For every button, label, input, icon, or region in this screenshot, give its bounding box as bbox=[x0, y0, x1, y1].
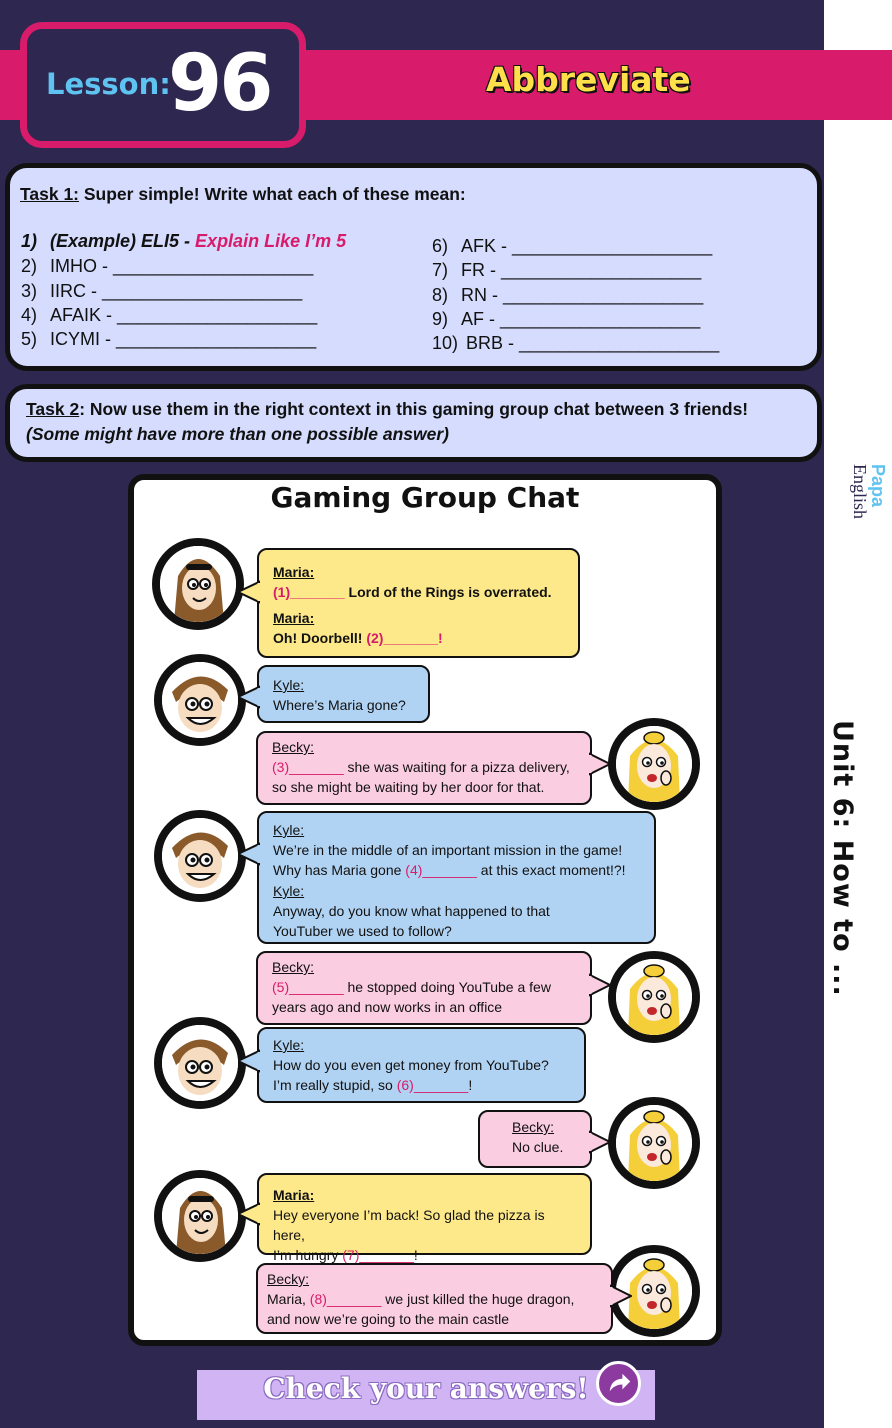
item-number: 4) bbox=[21, 305, 38, 325]
task2-heading bbox=[26, 399, 748, 420]
lesson-title: Abbreviate bbox=[486, 60, 691, 99]
answer-blank[interactable]: (7)_______ bbox=[342, 1247, 414, 1263]
message-text: Maria, bbox=[267, 1291, 310, 1307]
brand-logo bbox=[828, 462, 888, 546]
bubble-tail bbox=[238, 580, 260, 604]
task1-label: Task 1: bbox=[20, 184, 80, 204]
item-number: 5) bbox=[21, 329, 38, 349]
message-text: ! bbox=[437, 630, 443, 646]
task2-box bbox=[5, 384, 822, 462]
answer-blank[interactable]: (2)_______ bbox=[366, 630, 438, 646]
chat-bubble-maria bbox=[257, 1173, 592, 1263]
speaker-name: Maria: bbox=[273, 564, 315, 580]
speaker-name: Kyle: bbox=[273, 822, 305, 838]
task2-label: Task 2 bbox=[26, 399, 80, 419]
task1-item bbox=[21, 329, 316, 350]
message-text: I’m hungry bbox=[273, 1247, 343, 1263]
message-text: and now we’re going to the main castle bbox=[267, 1311, 510, 1327]
task1-item bbox=[432, 285, 703, 306]
chat-bubble-kyle bbox=[257, 1027, 586, 1103]
share-arrow-icon[interactable] bbox=[596, 1361, 641, 1406]
item-text: AF - ____________________ bbox=[461, 309, 701, 329]
maria-avatar bbox=[154, 1170, 246, 1262]
message-text: Oh! Doorbell! bbox=[273, 630, 367, 646]
task1-example-answer: Explain Like I’m 5 bbox=[195, 231, 347, 251]
message-text: Anyway, do you know what happened to that bbox=[273, 903, 550, 919]
task1-instruction: Super simple! Write what each of these mean: bbox=[79, 184, 466, 204]
message-text: Why has Maria gone bbox=[273, 862, 406, 878]
message-text: she was waiting for a pizza delivery, bbox=[343, 759, 570, 775]
item-text: IIRC - ____________________ bbox=[50, 281, 303, 301]
message-text: We’re in the middle of an important mission in the game! bbox=[273, 842, 623, 858]
becky-avatar bbox=[608, 1097, 700, 1189]
message-text: Where’s Maria gone? bbox=[273, 697, 406, 713]
task1-item bbox=[432, 309, 700, 330]
item-number: 9) bbox=[432, 309, 449, 329]
speaker-name: Becky: bbox=[272, 959, 315, 975]
chat-bubble-becky bbox=[256, 1263, 613, 1334]
speaker-name: Kyle: bbox=[273, 677, 305, 693]
chat-bubble-kyle bbox=[257, 811, 656, 944]
message-text: he stopped doing YouTube a few bbox=[343, 979, 551, 995]
task2-instruction: : Now use them in the right context in this gaming group chat between 3 friends! bbox=[79, 399, 749, 419]
bubble-tail bbox=[589, 752, 611, 776]
answer-blank[interactable]: (1)_______ bbox=[273, 584, 345, 600]
becky-avatar bbox=[608, 718, 700, 810]
item-text: IMHO - ____________________ bbox=[50, 256, 314, 276]
message-text: so she might be waiting by her door for that. bbox=[272, 779, 545, 795]
message-text: we just killed the huge dragon, bbox=[381, 1291, 575, 1307]
message-text: Hey everyone I’m back! So glad the pizza is here, bbox=[273, 1207, 545, 1243]
lesson-label: Lesson: bbox=[46, 67, 171, 101]
task1-example bbox=[21, 231, 346, 252]
bubble-tail bbox=[589, 973, 611, 997]
bubble-tail bbox=[238, 1049, 260, 1073]
bubble-tail bbox=[610, 1284, 632, 1308]
item-number: 3) bbox=[21, 281, 38, 301]
item-number: 2) bbox=[21, 256, 38, 276]
chat-bubble-maria bbox=[257, 548, 580, 658]
message-text: YouTuber we used to follow? bbox=[273, 923, 452, 939]
speaker-name: Maria: bbox=[273, 610, 315, 626]
item-text: ICYMI - ____________________ bbox=[50, 329, 317, 349]
task1-example-text: (Example) ELI5 - bbox=[50, 231, 196, 251]
svg-text:Papa: Papa bbox=[868, 464, 888, 508]
speaker-name: Becky: bbox=[267, 1271, 310, 1287]
answer-blank[interactable]: (4)_______ bbox=[405, 862, 477, 878]
task2-note: (Some might have more than one possible answer) bbox=[26, 424, 450, 444]
item-text: AFAIK - ____________________ bbox=[50, 305, 318, 325]
svg-text:English: English bbox=[850, 464, 870, 520]
kyle-avatar bbox=[154, 810, 246, 902]
answer-blank[interactable]: (8)_______ bbox=[309, 1291, 382, 1307]
speaker-name: Kyle: bbox=[273, 1037, 305, 1053]
task1-example-number: 1) bbox=[21, 231, 38, 251]
bubble-tail bbox=[589, 1130, 611, 1154]
chat-bubble-becky bbox=[256, 731, 592, 805]
item-number: 6) bbox=[432, 236, 449, 256]
message-text: at this exact moment!?! bbox=[476, 862, 626, 878]
item-number: 10) bbox=[432, 333, 459, 353]
task1-item bbox=[21, 305, 317, 326]
item-text: AFK - ____________________ bbox=[461, 236, 713, 256]
kyle-avatar bbox=[154, 654, 246, 746]
answer-blank[interactable]: (3)_______ bbox=[272, 759, 344, 775]
speaker-name: Becky: bbox=[272, 739, 315, 755]
bubble-tail bbox=[238, 685, 260, 709]
chat-bubble-becky bbox=[478, 1110, 592, 1168]
message-text: How do you even get money from YouTube? bbox=[273, 1057, 549, 1073]
chat-bubble-becky bbox=[256, 951, 592, 1025]
kyle-avatar bbox=[154, 1017, 246, 1109]
item-number: 7) bbox=[432, 260, 449, 280]
item-number: 8) bbox=[432, 285, 449, 305]
message-text: years ago and now works in an office bbox=[272, 999, 503, 1015]
item-text: RN - ____________________ bbox=[461, 285, 704, 305]
chat-bubble-kyle bbox=[257, 665, 430, 723]
task1-item bbox=[432, 333, 719, 354]
speaker-name: Maria: bbox=[273, 1187, 315, 1203]
task1-item bbox=[432, 260, 701, 281]
chat-title: Gaming Group Chat bbox=[270, 481, 580, 514]
task1-item bbox=[21, 256, 313, 277]
bubble-tail bbox=[238, 1202, 260, 1226]
speaker-name: Becky: bbox=[512, 1119, 555, 1135]
check-answers-label[interactable]: Check your answers! bbox=[263, 1372, 589, 1405]
unit-title: Unit 6: How to ... bbox=[827, 720, 858, 997]
speaker-name: Kyle: bbox=[273, 883, 305, 899]
message-text: No clue. bbox=[512, 1139, 564, 1155]
answer-blank[interactable]: (5)_______ bbox=[272, 979, 344, 995]
answer-blank[interactable]: (6)_______ bbox=[396, 1077, 469, 1093]
message-text: I’m really stupid, so bbox=[273, 1077, 397, 1093]
message-text: Lord of the Rings is overrated. bbox=[344, 584, 552, 600]
message-text: ! bbox=[413, 1247, 418, 1263]
side-strip bbox=[824, 0, 892, 1428]
maria-avatar bbox=[152, 538, 244, 630]
becky-avatar bbox=[608, 951, 700, 1043]
message-text: ! bbox=[468, 1077, 473, 1093]
lesson-number: 96 bbox=[168, 39, 271, 129]
task1-item bbox=[21, 281, 302, 302]
item-text: FR - ____________________ bbox=[461, 260, 702, 280]
task1-heading bbox=[20, 184, 466, 205]
task1-item bbox=[432, 236, 712, 257]
item-text: BRB - ____________________ bbox=[466, 333, 720, 353]
bubble-tail bbox=[238, 842, 260, 866]
